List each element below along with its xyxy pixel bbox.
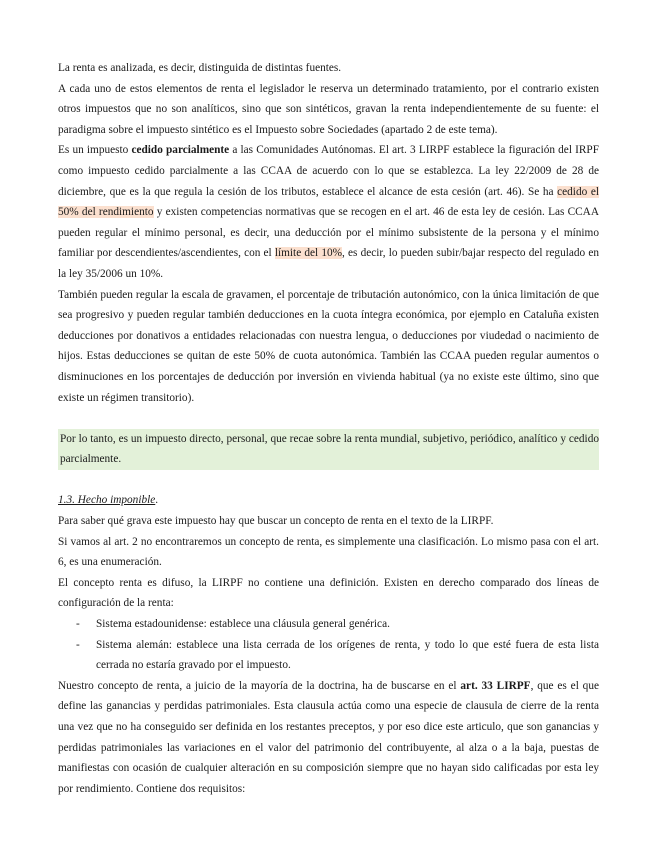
spacer [58, 470, 599, 491]
paragraph-renta-analizada: La renta es analizada, es decir, distinguida de distintas fuentes. [58, 62, 342, 74]
paragraph-impuestos-analiticos: A cada uno de estos elementos de renta el legislador le reserva un determinado tratamiento, por el contrario existen otros impuestos que no son analíticos, sino que son sintéticos, gravan la renta independientemente de su fuente: el paradigma sobre el impuesto sintético es el Impuesto sobre Sociedades (apartado 2 de este tema). [58, 82, 599, 136]
document-page [58, 58, 599, 799]
paragraph-concepto-difuso: El concepto renta es difuso, la LIRPF no contiene una definición. Existen en derecho comparado dos líneas de configuración de la renta: [58, 576, 599, 610]
list-item-text: Sistema alemán: establece una lista cerrada de los orígenes de renta, y todo lo que esté fuera de esta lista cerrada no estaría gravado por el impuesto. [96, 638, 599, 672]
bold-term-art-33: art. 33 LIRPF [460, 679, 531, 692]
paragraph-escala-gravamen: También pueden regular la escala de gravamen, el porcentaje de tributación autonómico, con la única limitación de que sea progresivo y pueden regular también deducciones en la cuota íntegra económica, por ejemplo en Cataluña existen deducciones por donativos a entidades relacionadas con nuestra lengua, o deducciones por viudedad o nacimiento de hijos. Estas deducciones se quitan de este 50% de cuota autonómica. También las CCAA pueden regular aumentos o disminuciones en los porcentajes de deducción por inversión en vivienda habitual (ya no existe este último, sino que existe un régimen transitorio). [58, 288, 599, 404]
section-title-dot: . [155, 494, 159, 507]
text-run: Es un impuesto [58, 144, 132, 157]
paragraph-concepto-renta: Para saber qué grava este impuesto hay que buscar un concepto de renta en el texto de la LIRPF. [58, 515, 494, 528]
summary-highlight-paragraph: Por lo tanto, es un impuesto directo, personal, que recae sobre la renta mundial, subjetivo, periódico, analítico y cedido parcialmente. [58, 429, 599, 470]
bold-term-cedido-parcialmente: cedido parcialmente [131, 144, 230, 157]
section-heading [58, 490, 599, 511]
bullet-dash: - [76, 618, 80, 631]
highlight-cedido-50: cedido el 50% del rendimiento [58, 185, 599, 219]
list-item-text: Sistema estadounidense: establece una cláusula general genérica. [96, 618, 390, 631]
text-run: , que es el que define las ganancias y perdidas patrimoniales. Esta clausula actúa como una especie de clausula de cierre de la renta una vez que no ha conseguido ser definida en los restantes preceptos, y por eso dice este articulo, que son ganancias y perdidas patrimoniales las variaciones en el valor del patrimonio del contribuyente, al alza o a la baja, puestas de manifiestas con ocasión de cualquier alteración en su composición siempre que no hayan sido calificadas por esta ley por rendimiento. Contiene dos requisitos: [58, 679, 599, 795]
highlight-limite-10: límite del 10% [274, 247, 343, 260]
text-run: y existen competencias normativas que se recogen en el art. 46 de esta ley de cesión. Las CCAA pueden regular el mínimo personal, es decir, una deducción por el mínimo subsistente de la persona y el mínimo familiar por descendientes/ascendientes, con el [58, 206, 599, 260]
paragraph-art-2: Si vamos al art. 2 no encontraremos un concepto de renta, es simplemente una clasificación. Lo mismo pasa con el art. 6, es una enumeración. [58, 535, 599, 569]
text-run: , es decir, lo pueden subir/bajar respecto del regulado en la ley 35/2006 un 10%. [58, 247, 599, 280]
bullet-dash: - [76, 638, 80, 651]
list-item [58, 614, 599, 635]
spacer [58, 408, 599, 429]
section-title: 1.3. Hecho imponible [58, 494, 156, 507]
paragraph-art-33 [58, 676, 599, 800]
text-run: Nuestro concepto de renta, a juicio de la mayoría de la doctrina, ha de buscarse en el [58, 679, 461, 692]
text-run: a las Comunidades Autónomas. El art. 3 LIRPF establece la figuración del IRPF como impuesto cedido parcialmente a las CCAA de acuerdo con lo que se establezca. La ley 22/2009 de 28 de diciembre, que es la que regula la cesión de los tributos, establece el alcance de esta cesión (art. 46). Se ha [58, 144, 599, 198]
paragraph-cedido-parcialmente [58, 140, 599, 284]
list-item [58, 635, 599, 676]
bullet-list [58, 614, 599, 676]
